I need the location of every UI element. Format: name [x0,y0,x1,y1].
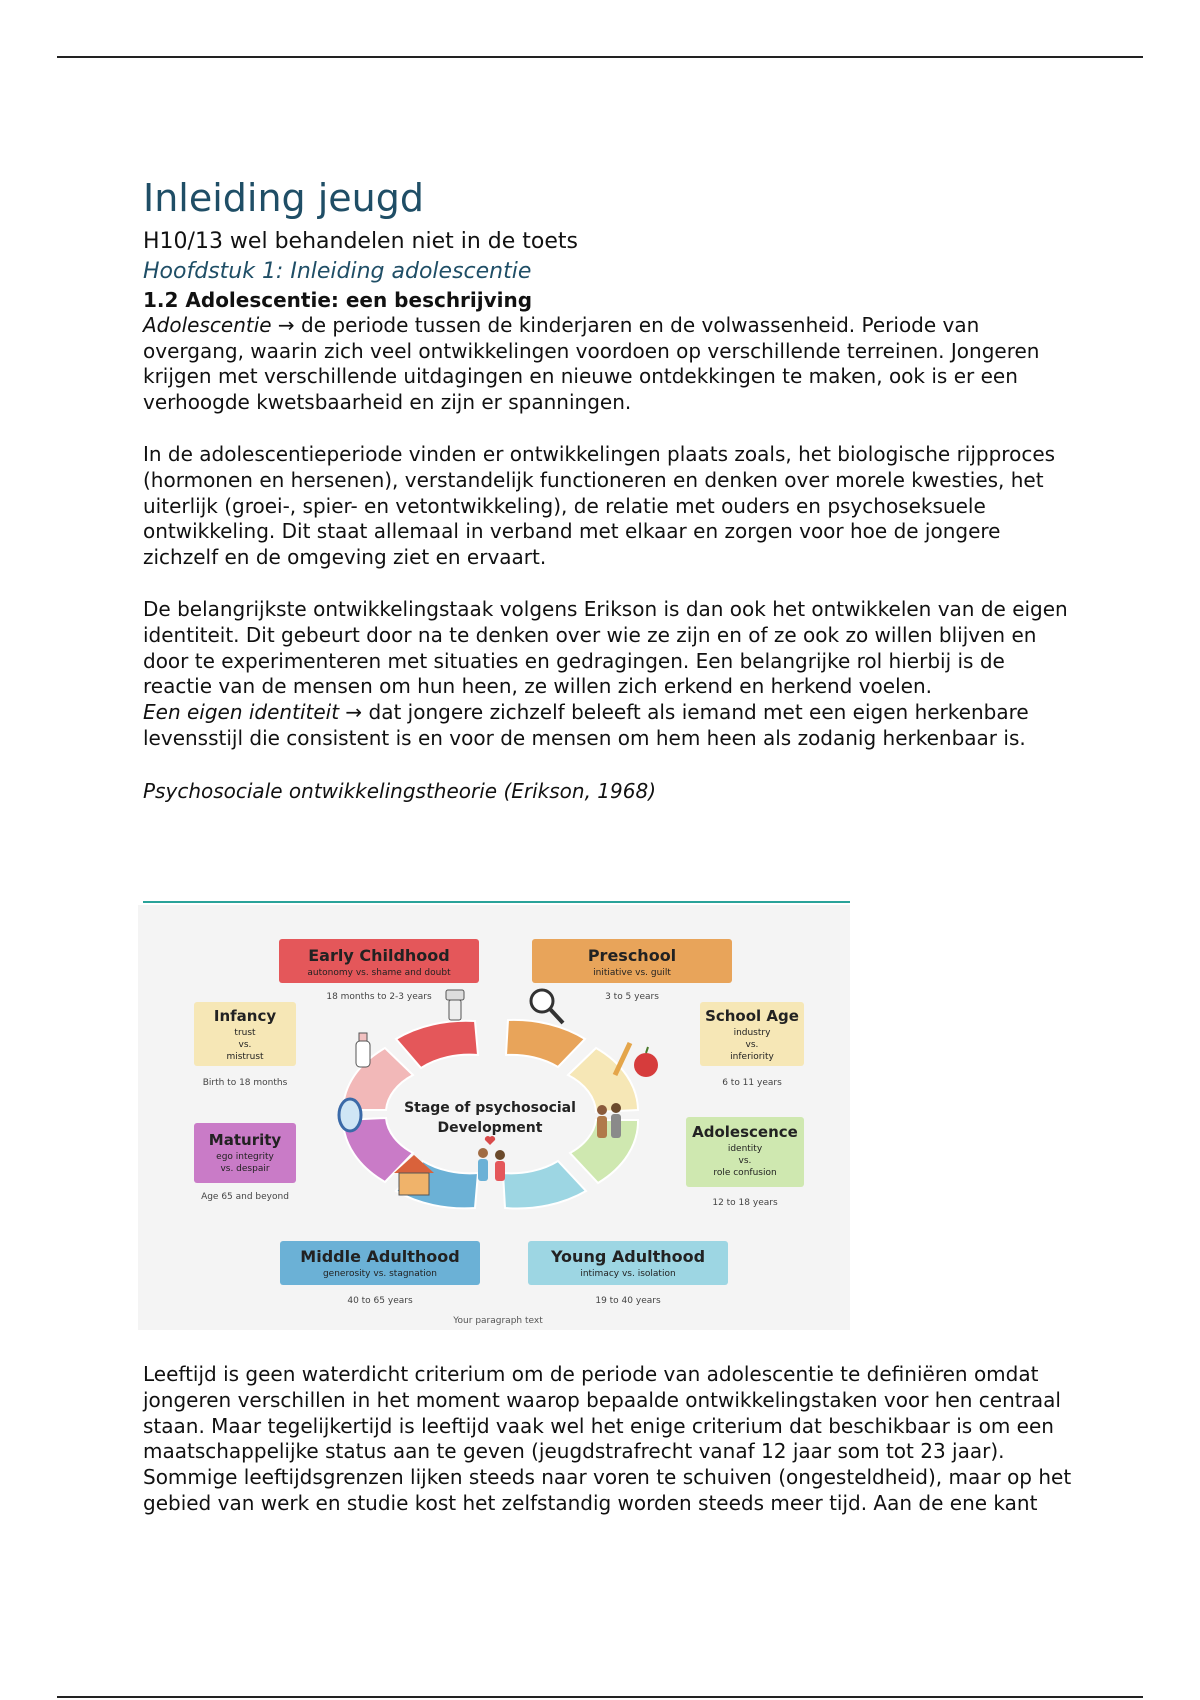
stage-conflict-school-age-3: inferiority [730,1052,774,1062]
stage-conflict-adolescence-2: vs. [738,1156,752,1166]
erikson-diagram [138,905,850,1330]
stage-age-young-adulthood: 19 to 40 years [595,1296,661,1306]
section-heading: 1.2 Adolescentie: een beschrijving [143,287,533,312]
stage-age-middle-adulthood: 40 to 65 years [347,1296,413,1306]
stage-name-school-age: School Age [705,1007,799,1025]
figure-caption: Psychosociale ontwikkelingstheorie (Erikson, 1968) [143,778,656,803]
ring-segment-school-age [568,1048,638,1112]
erikson-diagram-svg [138,905,850,1330]
stage-age-school-age: 6 to 11 years [722,1078,782,1088]
toilet-icon [446,990,464,1020]
definition-text: → de periode tussen de kinderjaren en de volwassenheid. Periode van overgang, waarin zich veel ontwikkelingen voordoen op verschillende terreinen. Jongeren krijgen met verschillende uitdagingen en nieuwe ontdekkingen te maken, ook is er een verhoogde kwetsbaarheid en zijn er spanningen. [143,312,1040,415]
mirror-icon [339,1099,361,1131]
identity-text: → dat jongere zichzelf beleeft als iemand met een eigen herkenbare levensstijl die consistent is en voor de mensen om hem heen als zodanig herkenbaar is. [143,700,1029,750]
stage-name-young-adulthood: Young Adulthood [550,1247,706,1266]
stage-name-infancy: Infancy [213,1007,277,1025]
stage-conflict-infancy-3: mistrust [226,1052,264,1062]
stage-name-middle-adulthood: Middle Adulthood [300,1247,460,1266]
stage-age-maturity: Age 65 and beyond [201,1192,289,1202]
ring-segment-early-childhood [396,1021,478,1068]
apple-icon [634,1047,658,1077]
stage-age-preschool: 3 to 5 years [605,992,659,1002]
paragraph-developments: In de adolescentieperiode vinden er ontwikkelingen plaats zoals, het biologische rijpproces (hormonen en hersenen), verstandelijk functioneren en denken over morele kwesties, het uiterlijk (groei-, spier- en vetontwikkeling), de relatie met ouders en psychoseksuele ontwikkeling. Dit staat allemaal in verband met elkaar en zorgen voor hoe de jongere zichzelf en de omgeving ziet en ervaart. [143,441,1056,570]
couple-icon [478,1148,505,1181]
stage-name-maturity: Maturity [208,1131,282,1149]
stage-conflict-young-adulthood: intimacy vs. isolation [580,1269,676,1279]
paragraph-definition [143,313,1073,416]
document-body [143,176,1073,804]
paragraph-identity [143,700,1073,752]
footer-text: Your paragraph text [453,1316,543,1326]
stage-conflict-early-childhood: autonomy vs. shame and doubt [307,968,451,978]
stage-age-early-childhood: 18 months to 2-3 years [326,992,432,1002]
stage-conflict-middle-adulthood: generosity vs. stagnation [322,1269,438,1279]
stage-age-infancy: Birth to 18 months [202,1078,288,1088]
stage-conflict-adolescence-3: role confusion [713,1168,777,1178]
stage-conflict-school-age-2: vs. [745,1040,759,1050]
stage-name-preschool: Preschool [587,946,677,965]
center-label-line2: Development [437,1120,543,1136]
stage-conflict-adolescence-1: identity [727,1144,763,1154]
stage-conflict-infancy-1: trust [234,1028,256,1038]
center-label-line1: Stage of psychosocial [404,1100,576,1116]
stage-name-adolescence: Adolescence [692,1123,798,1141]
page-top-rule [57,56,1143,58]
page-title: Inleiding jeugd [143,176,425,220]
paragraph-age-criterion: Leeftijd is geen waterdicht criterium om de periode van adolescentie te definiëren omdat jongeren verschillen in het moment waarop bepaalde ontwikkelingstaken voor hen centraal staan. Maar tegelijkertijd is leeftijd vaak wel het enige criterium dat beschikbaar is om een maatschappelijke status aan te geven (jeugdstrafrecht vanaf 12 jaar som tot 23 jaar). Sommige leeftijdsgrenzen lijken steeds naar voren te schuiven (ongesteldheid), maar op het gebied van werk en studie kost het zelfstandig worden steeds meer tijd. Aan de ene kant [143,1362,1072,1515]
chapter-heading: Hoofdstuk 1: Inleiding adolescentie [143,259,532,285]
subtitle: H10/13 wel behandelen niet in de toets [143,228,578,254]
page-bottom-rule [57,1696,1143,1698]
stage-conflict-maturity-1: ego integrity [216,1152,274,1162]
ring-segment-preschool [506,1020,585,1067]
stage-conflict-infancy-2: vs. [238,1040,252,1050]
stage-conflict-maturity-2: vs. despair [220,1164,270,1174]
stage-conflict-school-age-1: industry [733,1028,771,1038]
figure-top-rule [143,901,850,903]
magnifier-icon [531,990,563,1023]
stage-name-early-childhood: Early Childhood [308,946,450,965]
ring-segment-young-adulthood [503,1161,586,1209]
stage-conflict-preschool: initiative vs. guilt [593,968,671,978]
term-adolescentie: Adolescentie [143,312,272,337]
heart-icon [485,1136,495,1145]
paragraph-erikson: De belangrijkste ontwikkelingstaak volgens Erikson is dan ook het ontwikkelen van de eigen identiteit. Dit gebeurt door na te denken over wie ze zijn en of ze ook zo willen blijven en door te experimenteren met situaties en gedragingen. Een belangrijke rol hierbij is de reactie van de mensen om hun heen, ze willen zich erkend en herkend voelen. [143,596,1068,699]
baby-bottle-icon [356,1033,370,1067]
term-identiteit: Een eigen identiteit [143,700,340,725]
stage-age-adolescence: 12 to 18 years [712,1198,778,1208]
document-body-continued [143,1362,1073,1517]
